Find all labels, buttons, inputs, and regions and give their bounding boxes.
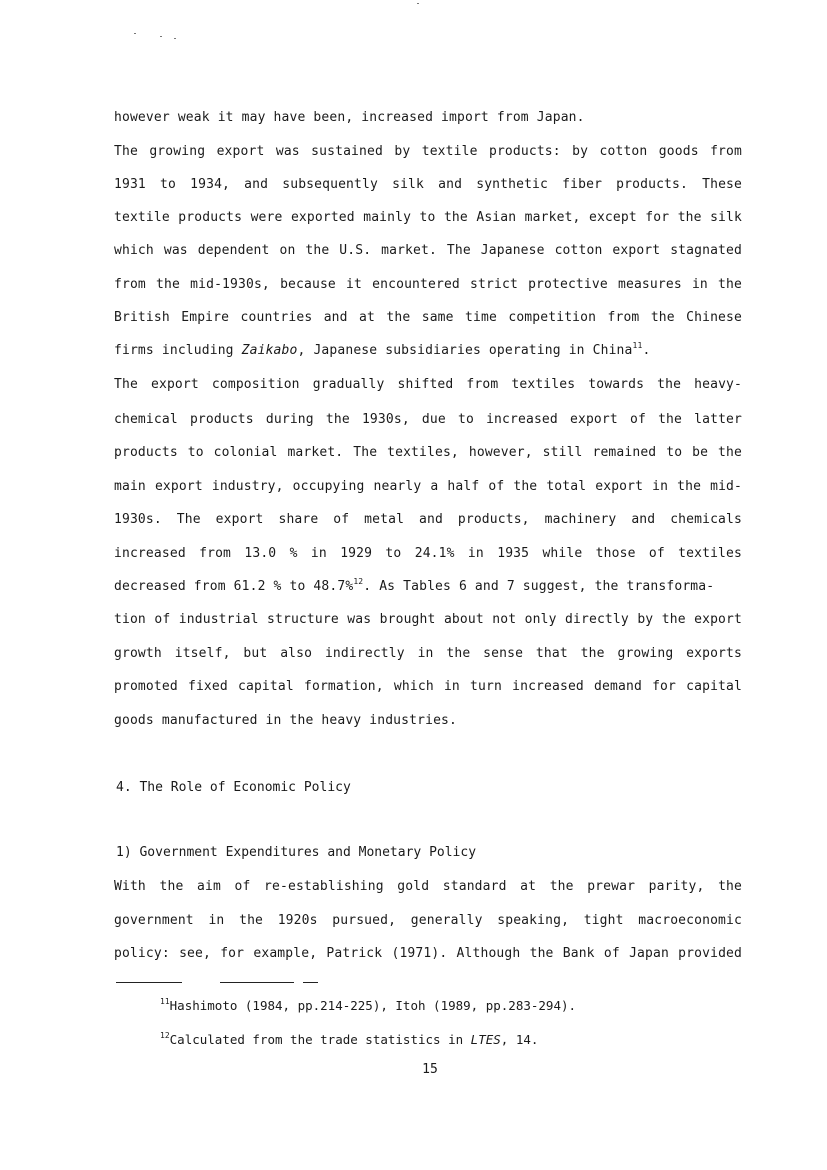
- body-line-with-footnote: [114, 341, 742, 361]
- footnote-mark: 11: [160, 997, 170, 1006]
- text-segment: , Japanese subsidiaries operating in China: [297, 343, 633, 358]
- body-line: 1930s. The export share of metal and products, machinery and chemicals: [114, 512, 742, 527]
- body-line: main export industry, occupying nearly a half of the total export in the mid-: [114, 479, 742, 494]
- body-line: government in the 1920s pursued, generally speaking, tight macroeconomic: [114, 913, 742, 928]
- body-line: British Empire countries and at the same time competition from the Chinese: [114, 310, 742, 325]
- footnote-separator: [116, 982, 182, 983]
- body-line: policy: see, for example, Patrick (1971). Although the Bank of Japan provided: [114, 946, 742, 961]
- section-heading: 4. The Role of Economic Policy: [116, 780, 351, 795]
- body-line-with-footnote: [114, 577, 742, 597]
- body-line: 1931 to 1934, and subsequently silk and synthetic fiber products. These: [114, 177, 742, 192]
- subsection-heading: 1) Government Expenditures and Monetary Policy: [116, 845, 477, 860]
- body-line: which was dependent on the U.S. market. The Japanese cotton export stagnated: [114, 243, 742, 258]
- body-line: tion of industrial structure was brought about not only directly by the export: [114, 612, 742, 627]
- text-segment: .: [642, 343, 651, 358]
- body-line: The growing export was sustained by textile products: by cotton goods from: [114, 144, 742, 159]
- footnote-12: [160, 1030, 538, 1050]
- italic-term: LTES: [470, 1032, 501, 1047]
- footnote-separator: [220, 982, 294, 983]
- body-line: products to colonial market. The textiles, however, still remained to be the: [114, 445, 742, 460]
- body-line: goods manufactured in the heavy industries.: [114, 713, 457, 728]
- body-line: however weak it may have been, increased import from Japan.: [114, 110, 585, 125]
- footnote-text: Calculated from the trade statistics in: [169, 1032, 471, 1047]
- body-line: growth itself, but also indirectly in the sense that the growing exports: [114, 646, 742, 661]
- body-line: increased from 13.0 % in 1929 to 24.1% in 1935 while those of textiles: [114, 546, 742, 561]
- footnote-text: Hashimoto (1984, pp.214-225), Itoh (1989, pp.283-294).: [169, 998, 577, 1013]
- text-segment: decreased from 61.2 % to 48.7%: [114, 579, 354, 594]
- body-line: from the mid-1930s, because it encountered strict protective measures in the: [114, 277, 742, 292]
- body-line: The export composition gradually shifted from textiles towards the heavy-: [114, 377, 742, 392]
- text-segment: firms including: [114, 343, 242, 358]
- footnote-ref-12: 12: [353, 577, 364, 586]
- footnote-ref-11: 11: [632, 341, 643, 350]
- footnote-separator: [303, 982, 318, 983]
- body-line: With the aim of re-establishing gold standard at the prewar parity, the: [114, 879, 742, 894]
- italic-term: Zaikabo: [241, 343, 298, 358]
- footnote-text: , 14.: [500, 1032, 539, 1047]
- footnote-mark: 12: [160, 1031, 170, 1040]
- text-segment: . As Tables 6 and 7 suggest, the transforma-: [363, 579, 715, 594]
- footnote-11: [160, 996, 576, 1016]
- body-line: promoted fixed capital formation, which in turn increased demand for capital: [114, 679, 742, 694]
- body-line: textile products were exported mainly to the Asian market, except for the silk: [114, 210, 742, 225]
- page-number: 15: [422, 1062, 438, 1077]
- body-line: chemical products during the 1930s, due to increased export of the latter: [114, 412, 742, 427]
